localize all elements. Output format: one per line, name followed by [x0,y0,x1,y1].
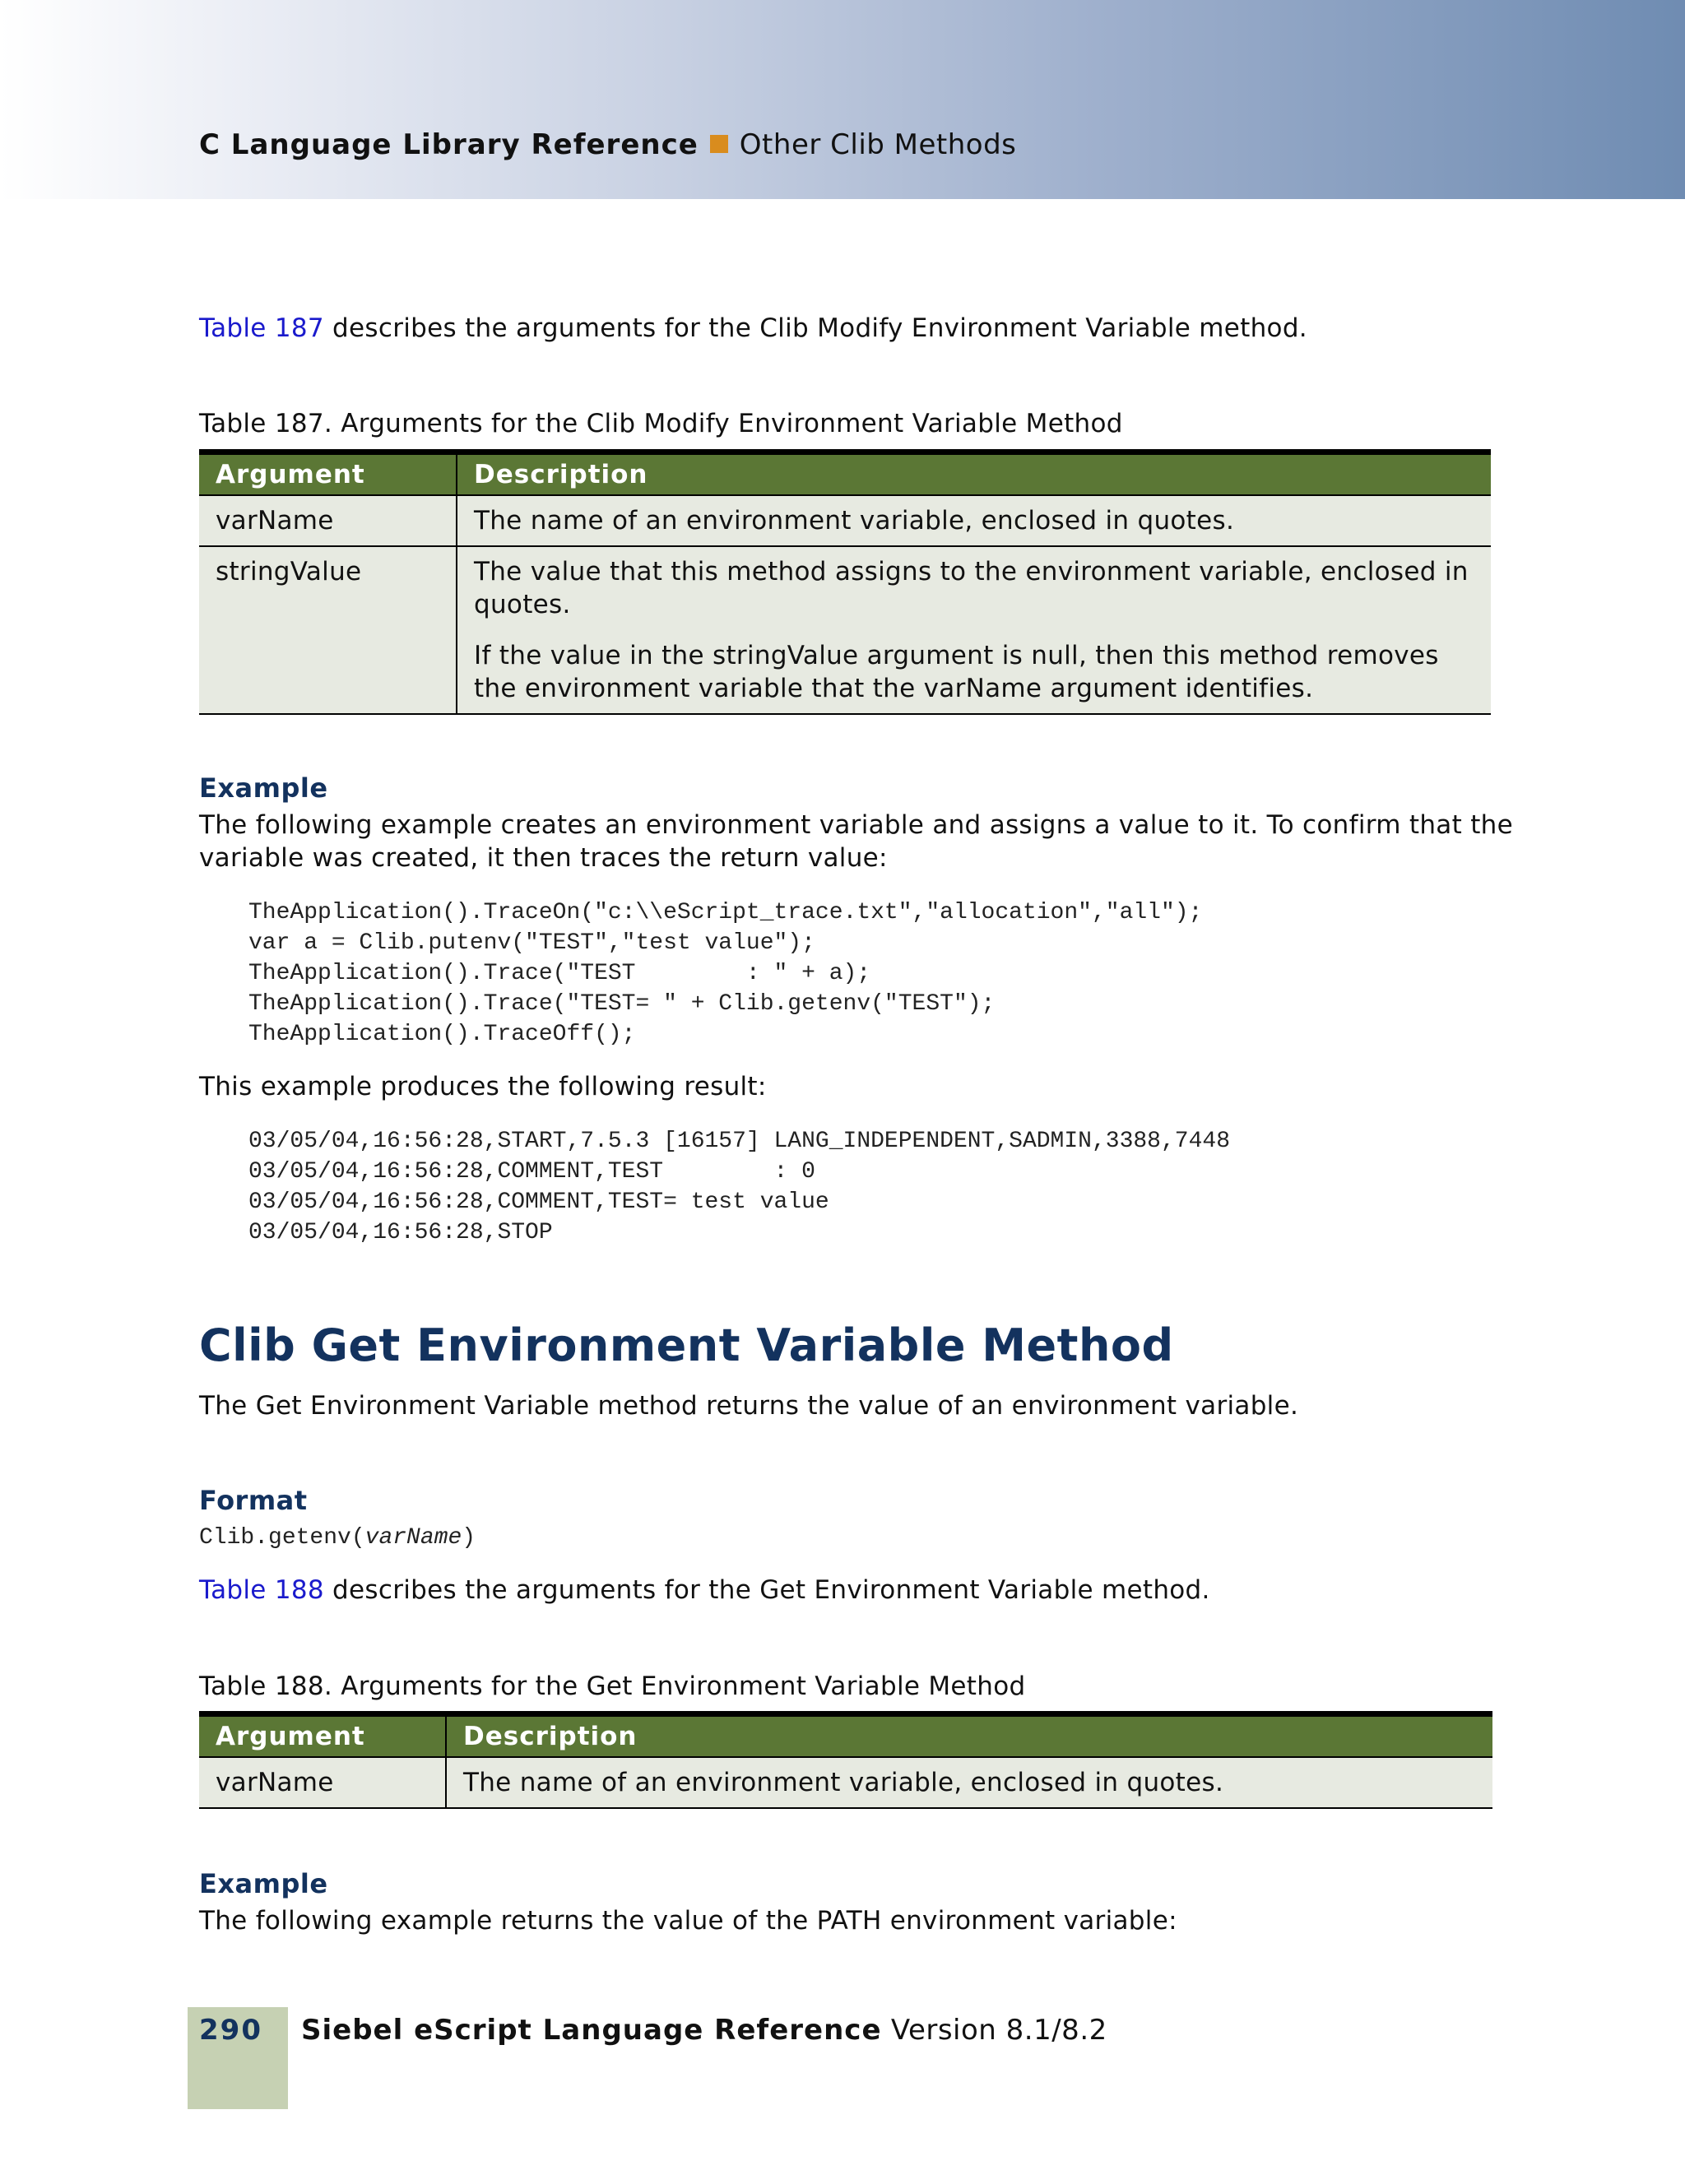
example-text-2: The following example returns the value of the PATH environment variable: [199,1906,1177,1936]
section-heading: Clib Get Environment Variable Method [199,1319,1174,1371]
arg-cell: stringValue [199,546,457,714]
intro-paragraph-1: Table 187 describes the arguments for the Clib Modify Environment Variable method. [199,313,1307,343]
arg-cell: varName [199,495,457,546]
example-text-line-1: The following example creates an environment variable and assigns a value to it. To confirm that the [199,810,1513,840]
result-intro: This example produces the following result: [199,1072,767,1101]
table-188 [199,1711,1492,1809]
format-code: Clib.getenv(varName) [199,1525,476,1551]
format-heading: Format [199,1485,308,1516]
table-row [199,546,1491,714]
header-description: Description [457,452,1491,496]
result-output-block: 03/05/04,16:56:28,START,7.5.3 [16157] LANG_INDEPENDENT,SADMIN,3388,7448 03/05/04,16:56:28,COMMENT,TEST : 0 03/05/04,16:56:28,COMMENT,TEST= test value 03/05/04,16:56:28,STOP [248,1129,1230,1245]
example-code-block: TheApplication().TraceOn("c:\\eScript_trace.txt","allocation","all"); var a = Clib.putenv("TEST","test value"); TheApplication().Trace("TEST : " + a); TheApplication().Trace("TEST= " + Clib.getenv("TEST"); TheApplication().TraceOff(); [248,900,1203,1047]
header-description: Description [446,1714,1492,1758]
intro-paragraph-2: Table 188 describes the arguments for the Get Environment Variable method. [199,1575,1210,1605]
book-version: Version 8.1/8.2 [881,2014,1107,2047]
table-header-row [199,452,1491,496]
section-title: Other Clib Methods [739,128,1017,161]
desc-cell: The name of an environment variable, enclosed in quotes. [446,1757,1492,1808]
table-row [199,495,1491,546]
section-description: The Get Environment Variable method returns the value of an environment variable. [199,1391,1299,1421]
book-title: Siebel eScript Language Reference [301,2014,882,2047]
arg-cell: varName [199,1757,446,1808]
table-188-caption: Table 188. Arguments for the Get Environment Variable Method [199,1672,1026,1701]
header-argument: Argument [199,452,457,496]
table-187 [199,449,1491,715]
page-number: 290 [199,2014,262,2047]
header-argument: Argument [199,1714,446,1758]
desc-cell: The value that this method assigns to the environment variable, enclosed in quotes. If the value in the stringValue argument is null, then this method removes the environment variable that the varName argument identifies. [457,546,1491,714]
desc-cell: The name of an environment variable, enclosed in quotes. [457,495,1491,546]
table-187-caption: Table 187. Arguments for the Clib Modify Environment Variable Method [199,409,1123,438]
chapter-title: C Language Library Reference [199,128,699,161]
table-187-link[interactable]: Table 187 [199,313,324,343]
table-row [199,1757,1492,1808]
example-heading-1: Example [199,772,328,804]
table-header-row [199,1714,1492,1758]
header-band [0,0,1685,199]
running-header [199,128,1016,161]
table-188-link[interactable]: Table 188 [199,1575,324,1605]
example-text-line-2: variable was created, it then traces the return value: [199,843,888,873]
footer-title [301,2014,1107,2047]
example-heading-2: Example [199,1868,328,1899]
square-bullet-icon [710,135,728,153]
